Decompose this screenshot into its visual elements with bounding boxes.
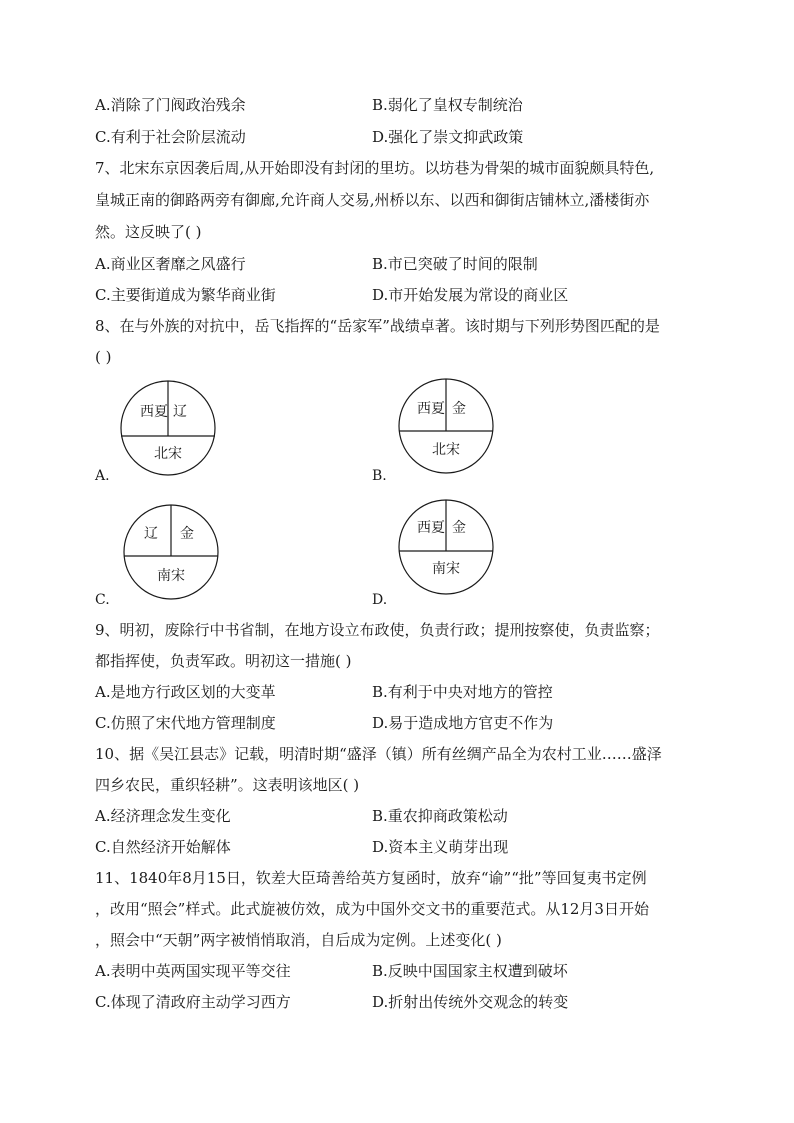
diagram-b-top-right: 金 (452, 401, 466, 417)
q6-option-a: A.消除了门阀政治残余 (95, 96, 246, 114)
q11-option-b: B.反映中国国家主权遭到破坏 (372, 962, 568, 980)
q10-option-c: C.自然经济开始解体 (95, 838, 231, 856)
q10-option-b: B.重农抑商政策松动 (372, 807, 508, 825)
q9-stem-line-1: 9、明初，废除行中书省制，在地方设立布政使，负责行政；提刑按察使，负责监察； (95, 621, 660, 639)
q8-stem-line-2: ( ) (95, 348, 112, 366)
q11-option-a: A.表明中英两国实现平等交往 (95, 962, 291, 980)
diagram-c-bottom: 南宋 (157, 568, 185, 584)
diagram-d-bottom: 南宋 (432, 561, 460, 577)
diagram-a (118, 380, 218, 480)
diagram-a-letter: A. (95, 468, 110, 484)
q10-option-a: A.经济理念发生变化 (95, 807, 231, 825)
diagram-a-bottom: 北宋 (154, 446, 182, 462)
q7-stem-line-2: 皇城正南的御路两旁有御廊,允许商人交易,州桥以东、以西和御街店铺林立,潘楼街亦 (95, 191, 650, 209)
q6-option-d: D.强化了崇文抑武政策 (372, 128, 524, 146)
diagram-b-bottom: 北宋 (432, 442, 460, 458)
q9-option-c: C.仿照了宋代地方管理制度 (95, 714, 276, 732)
q9-stem-line-2: 都指挥使，负责军政。明初这一措施( ) (95, 652, 352, 670)
q6-option-c: C.有利于社会阶层流动 (95, 128, 246, 146)
diagram-b-letter: B. (372, 468, 387, 484)
q7-option-d: D.市开始发展为常设的商业区 (372, 286, 569, 304)
diagram-c (121, 504, 221, 604)
q7-stem-line-3: 然。这反映了( ) (95, 223, 202, 241)
q11-stem-line-2: ，改用“照会”样式。此式旋被仿效，成为中国外交文书的重要范式。从12月3日开始 (95, 900, 649, 918)
q10-option-d: D.资本主义萌芽出现 (372, 838, 509, 856)
diagram-b (396, 378, 496, 478)
q11-stem-line-1: 11、1840年8月15日，钦差大臣琦善给英方复函时，放弃“谕”“批”等回复夷书定例 (95, 869, 647, 887)
q7-option-c: C.主要街道成为繁华商业街 (95, 286, 276, 304)
q11-option-d: D.折射出传统外交观念的转变 (372, 993, 569, 1011)
q10-stem-line-2: 四乡农民，重织轻耕”。这表明该地区( ) (95, 776, 360, 794)
q9-option-b: B.有利于中央对地方的管控 (372, 683, 553, 701)
diagram-c-top-right: 金 (180, 526, 194, 542)
q7-stem-line-1: 7、北宋东京因袭后周,从开始即没有封闭的里坊。以坊巷为骨架的城市面貌颇具特色, (95, 159, 655, 177)
diagram-c-top-left: 辽 (144, 526, 158, 542)
diagram-d-letter: D. (372, 592, 388, 608)
q11-option-c: C.体现了清政府主动学习西方 (95, 993, 291, 1011)
q9-option-a: A.是地方行政区划的大变革 (95, 683, 276, 701)
diagram-a-top-left: 西夏 (140, 404, 168, 420)
q10-stem-line-1: 10、据《吴江县志》记载，明清时期“盛泽（镇）所有丝绸产品全为农村工业……盛泽 (95, 745, 662, 763)
diagram-c-letter: C. (95, 592, 110, 608)
diagram-d-top-left: 西夏 (417, 520, 445, 536)
diagram-d-top-right: 金 (452, 520, 466, 536)
q7-option-b: B.市已突破了时间的限制 (372, 255, 538, 273)
diagram-b-top-left: 西夏 (417, 401, 445, 417)
q9-option-d: D.易于造成地方官吏不作为 (372, 714, 554, 732)
q7-option-a: A.商业区奢靡之风盛行 (95, 255, 246, 273)
q11-stem-line-3: ，照会中“天朝”两字被悄悄取消，自后成为定例。上述变化( ) (95, 931, 502, 949)
diagram-d (396, 499, 496, 599)
q6-option-b: B.弱化了皇权专制统治 (372, 96, 523, 114)
diagram-a-top-right: 辽 (173, 404, 187, 420)
q8-stem-line-1: 8、在与外族的对抗中，岳飞指挥的“岳家军”战绩卓著。该时期与下列形势图匹配的是 (95, 317, 660, 335)
